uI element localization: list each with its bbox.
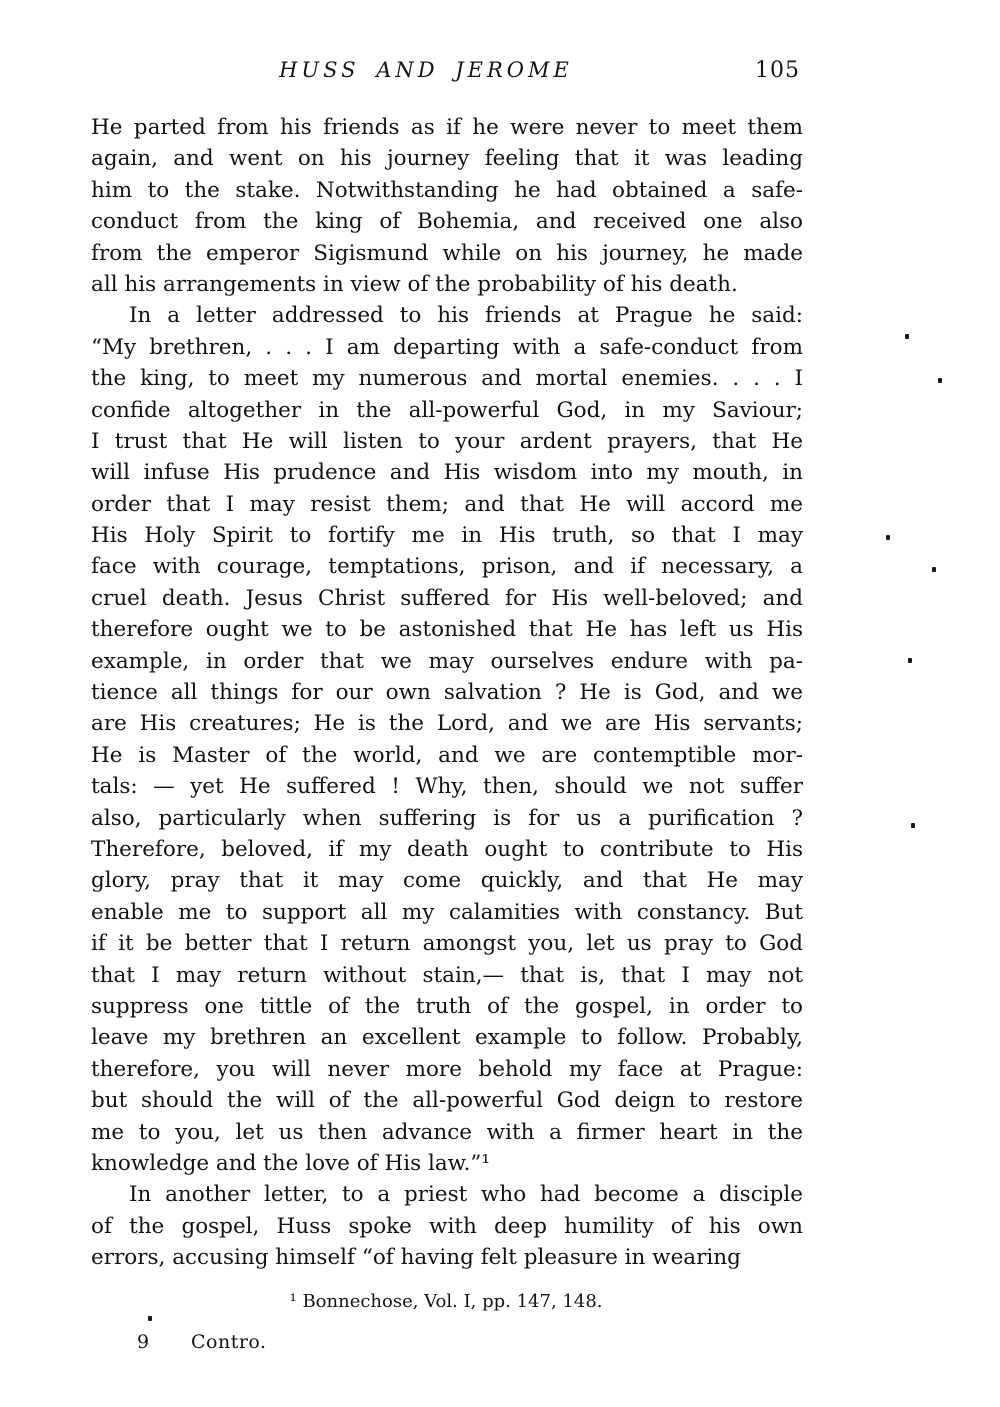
scan-speck	[905, 334, 909, 339]
text-line: order that I may resist them; and that He will accord me	[91, 491, 803, 517]
signature-word: Contro.	[191, 1331, 267, 1353]
scan-speck	[911, 823, 915, 828]
text-line: In a letter addressed to his friends at Prague he said:	[129, 303, 803, 329]
text-line: but should the will of the all-powerful God deign to restore	[91, 1088, 803, 1114]
text-line: enable me to support all my calamities with constancy. But	[91, 899, 803, 925]
text-line: Therefore, beloved, if my death ought to contribute to His	[91, 836, 803, 862]
text-line: glory, pray that it may come quickly, and that He may	[91, 868, 803, 894]
text-line: again, and went on his journey feeling that it was leading	[91, 146, 803, 172]
text-line: His Holy Spirit to fortify me in His truth, so that I may	[91, 523, 803, 549]
text-line: I trust that He will listen to your ardent prayers, that He	[91, 428, 803, 454]
footnote: ¹ Bonnechose, Vol. I, pp. 147, 148.	[289, 1291, 603, 1312]
page-title: HUSS AND JEROME	[279, 58, 573, 82]
scan-speck	[908, 658, 912, 663]
text-line: example, in order that we may ourselves endure with pa-	[91, 648, 803, 674]
text-line: errors, accusing himself “of having felt pleasure in wearing	[91, 1245, 741, 1271]
text-line: that I may return without stain,— that is, that I may not	[91, 962, 803, 988]
scan-speck	[938, 378, 942, 383]
text-line: knowledge and the love of His law.”¹	[91, 1150, 490, 1176]
text-line: if it be better that I return amongst you, let us pray to God	[91, 931, 803, 957]
text-line: from the emperor Sigismund while on his journey, he made	[91, 240, 803, 266]
text-line: leave my brethren an excellent example to follow. Probably,	[91, 1025, 803, 1051]
page-number: 105	[755, 58, 800, 83]
text-line: cruel death. Jesus Christ suffered for His well-beloved; and	[91, 585, 803, 611]
body-text	[91, 112, 803, 1273]
text-line: He is Master of the world, and we are contemptible mor-	[91, 742, 803, 768]
text-line: therefore, you will never more behold my face at Prague:	[91, 1056, 803, 1082]
text-line: He parted from his friends as if he were never to meet them	[91, 115, 803, 140]
text-line: all his arrangements in view of the probability of his death.	[91, 271, 738, 297]
text-line: me to you, let us then advance with a firmer heart in the	[91, 1119, 803, 1145]
text-line: are His creatures; He is the Lord, and we are His servants;	[91, 711, 803, 737]
text-line: him to the stake. Notwithstanding he had obtained a safe-	[91, 177, 803, 203]
text-line: therefore ought we to be astonished that He has left us His	[91, 617, 803, 643]
text-line: tience all things for our own salvation ? He is God, and we	[91, 680, 803, 706]
scan-speck	[886, 535, 890, 540]
text-line: conduct from the king of Bohemia, and received one also	[91, 209, 803, 235]
scan-speck	[148, 1316, 152, 1321]
text-line: “My brethren, . . . I am departing with a safe-conduct from	[91, 334, 803, 360]
scan-speck	[932, 567, 936, 572]
text-line: the king, to meet my numerous and mortal enemies. . . . I	[91, 366, 803, 392]
text-line: will infuse His prudence and His wisdom into my mouth, in	[91, 460, 803, 486]
signature-number: 9	[137, 1331, 150, 1353]
text-line: confide altogether in the all-powerful God, in my Saviour;	[91, 397, 803, 423]
text-line: In another letter, to a priest who had become a disciple	[129, 1182, 803, 1208]
text-line: of the gospel, Huss spoke with deep humility of his own	[91, 1213, 803, 1239]
running-header	[90, 58, 802, 88]
text-line: tals: — yet He suffered ! Why, then, should we not suffer	[91, 774, 803, 800]
text-line: also, particularly when suffering is for us a purification ?	[91, 805, 803, 831]
text-line: face with courage, temptations, prison, and if necessary, a	[91, 554, 803, 580]
text-line: suppress one tittle of the truth of the gospel, in order to	[91, 993, 803, 1019]
